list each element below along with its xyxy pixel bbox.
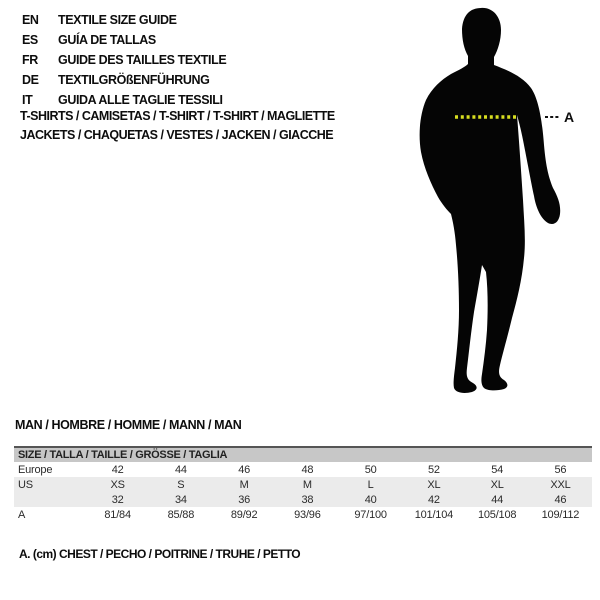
size-value-cell: 109/112 (541, 508, 580, 521)
language-title: GUÍA DE TALLAS (58, 33, 156, 47)
size-row-label (14, 492, 86, 507)
size-value-cell: 56 (554, 463, 567, 476)
size-value-cell: L (367, 478, 374, 491)
size-value-cell: S (177, 478, 185, 491)
measurement-label-a: A (564, 109, 575, 125)
size-table (14, 446, 592, 522)
size-row-label: A (18, 508, 26, 521)
size-value-cell: 85/88 (167, 508, 195, 521)
size-value-cell: 46 (238, 463, 251, 476)
size-row-label: US (18, 478, 33, 491)
size-value-cell: 44 (491, 493, 504, 506)
size-value-cell: 36 (238, 493, 251, 506)
size-value-cell: 40 (364, 493, 377, 506)
language-row (22, 50, 226, 70)
size-value-cell: 32 (111, 493, 124, 506)
size-value-cell: 54 (491, 463, 504, 476)
size-value-cell: 50 (364, 463, 377, 476)
size-value-cell: 81/84 (104, 508, 131, 521)
section-title-man: MAN / HOMBRE / HOMME / MANN / MAN (15, 418, 242, 432)
language-row (22, 70, 226, 90)
size-value-cell: M (302, 478, 312, 491)
size-value-cell: 105/108 (477, 508, 517, 521)
size-value-cell: 42 (427, 493, 440, 506)
size-value-cell: 97/100 (354, 508, 387, 521)
man-silhouette (420, 8, 561, 393)
size-value-cell: M (239, 478, 249, 491)
language-code: IT (22, 93, 33, 107)
size-value-cell: XL (427, 478, 441, 491)
size-value-cell: 89/92 (230, 508, 258, 521)
language-title: GUIDA ALLE TAGLIE TESSILI (58, 93, 223, 107)
garment-category (20, 107, 335, 144)
size-value-cell: 101/104 (414, 508, 454, 521)
size-value-cell: 42 (111, 463, 124, 476)
language-title: TEXTILE SIZE GUIDE (58, 13, 177, 27)
size-value-cell: 34 (174, 493, 187, 506)
size-value-cell: XS (110, 478, 125, 491)
category-line-tshirts: T-SHIRTS / CAMISETAS / T-SHIRT / T-SHIRT / MAGLIETTE (20, 109, 335, 123)
size-table-header: SIZE / TALLA / TAILLE / GRÖSSE / TAGLIA (14, 447, 592, 462)
size-value-cell: 44 (174, 463, 187, 476)
size-value-cell: 93/96 (294, 508, 321, 521)
size-table-row (14, 462, 592, 477)
man-silhouette-figure (405, 0, 580, 405)
language-code: EN (22, 13, 39, 27)
size-table-row (14, 477, 592, 492)
language-title-list (22, 10, 226, 110)
language-code: DE (22, 73, 39, 87)
language-code: FR (22, 53, 38, 67)
size-value-cell: XXL (550, 478, 571, 491)
size-table-row (14, 492, 592, 507)
size-value-cell: 46 (554, 493, 567, 506)
size-value-cell: 48 (301, 463, 314, 476)
size-table-row (14, 507, 592, 522)
language-row (22, 10, 226, 30)
size-value-cell: XL (490, 478, 504, 491)
language-row (22, 30, 226, 50)
size-table-wrap (14, 446, 592, 522)
measurement-footnote: A. (cm) CHEST / PECHO / POITRINE / TRUHE / PETTO (19, 547, 301, 561)
language-title: TEXTILGRÖßENFÜHRUNG (58, 73, 210, 87)
language-code: ES (22, 33, 38, 47)
language-title: GUIDE DES TAILLES TEXTILE (58, 53, 227, 67)
size-value-cell: 38 (301, 493, 314, 506)
category-line-jackets: JACKETS / CHAQUETAS / VESTES / JACKEN / GIACCHE (20, 127, 334, 142)
size-row-label: Europe (18, 463, 53, 476)
size-table-header-row (14, 447, 592, 462)
size-value-cell: 52 (427, 463, 440, 476)
